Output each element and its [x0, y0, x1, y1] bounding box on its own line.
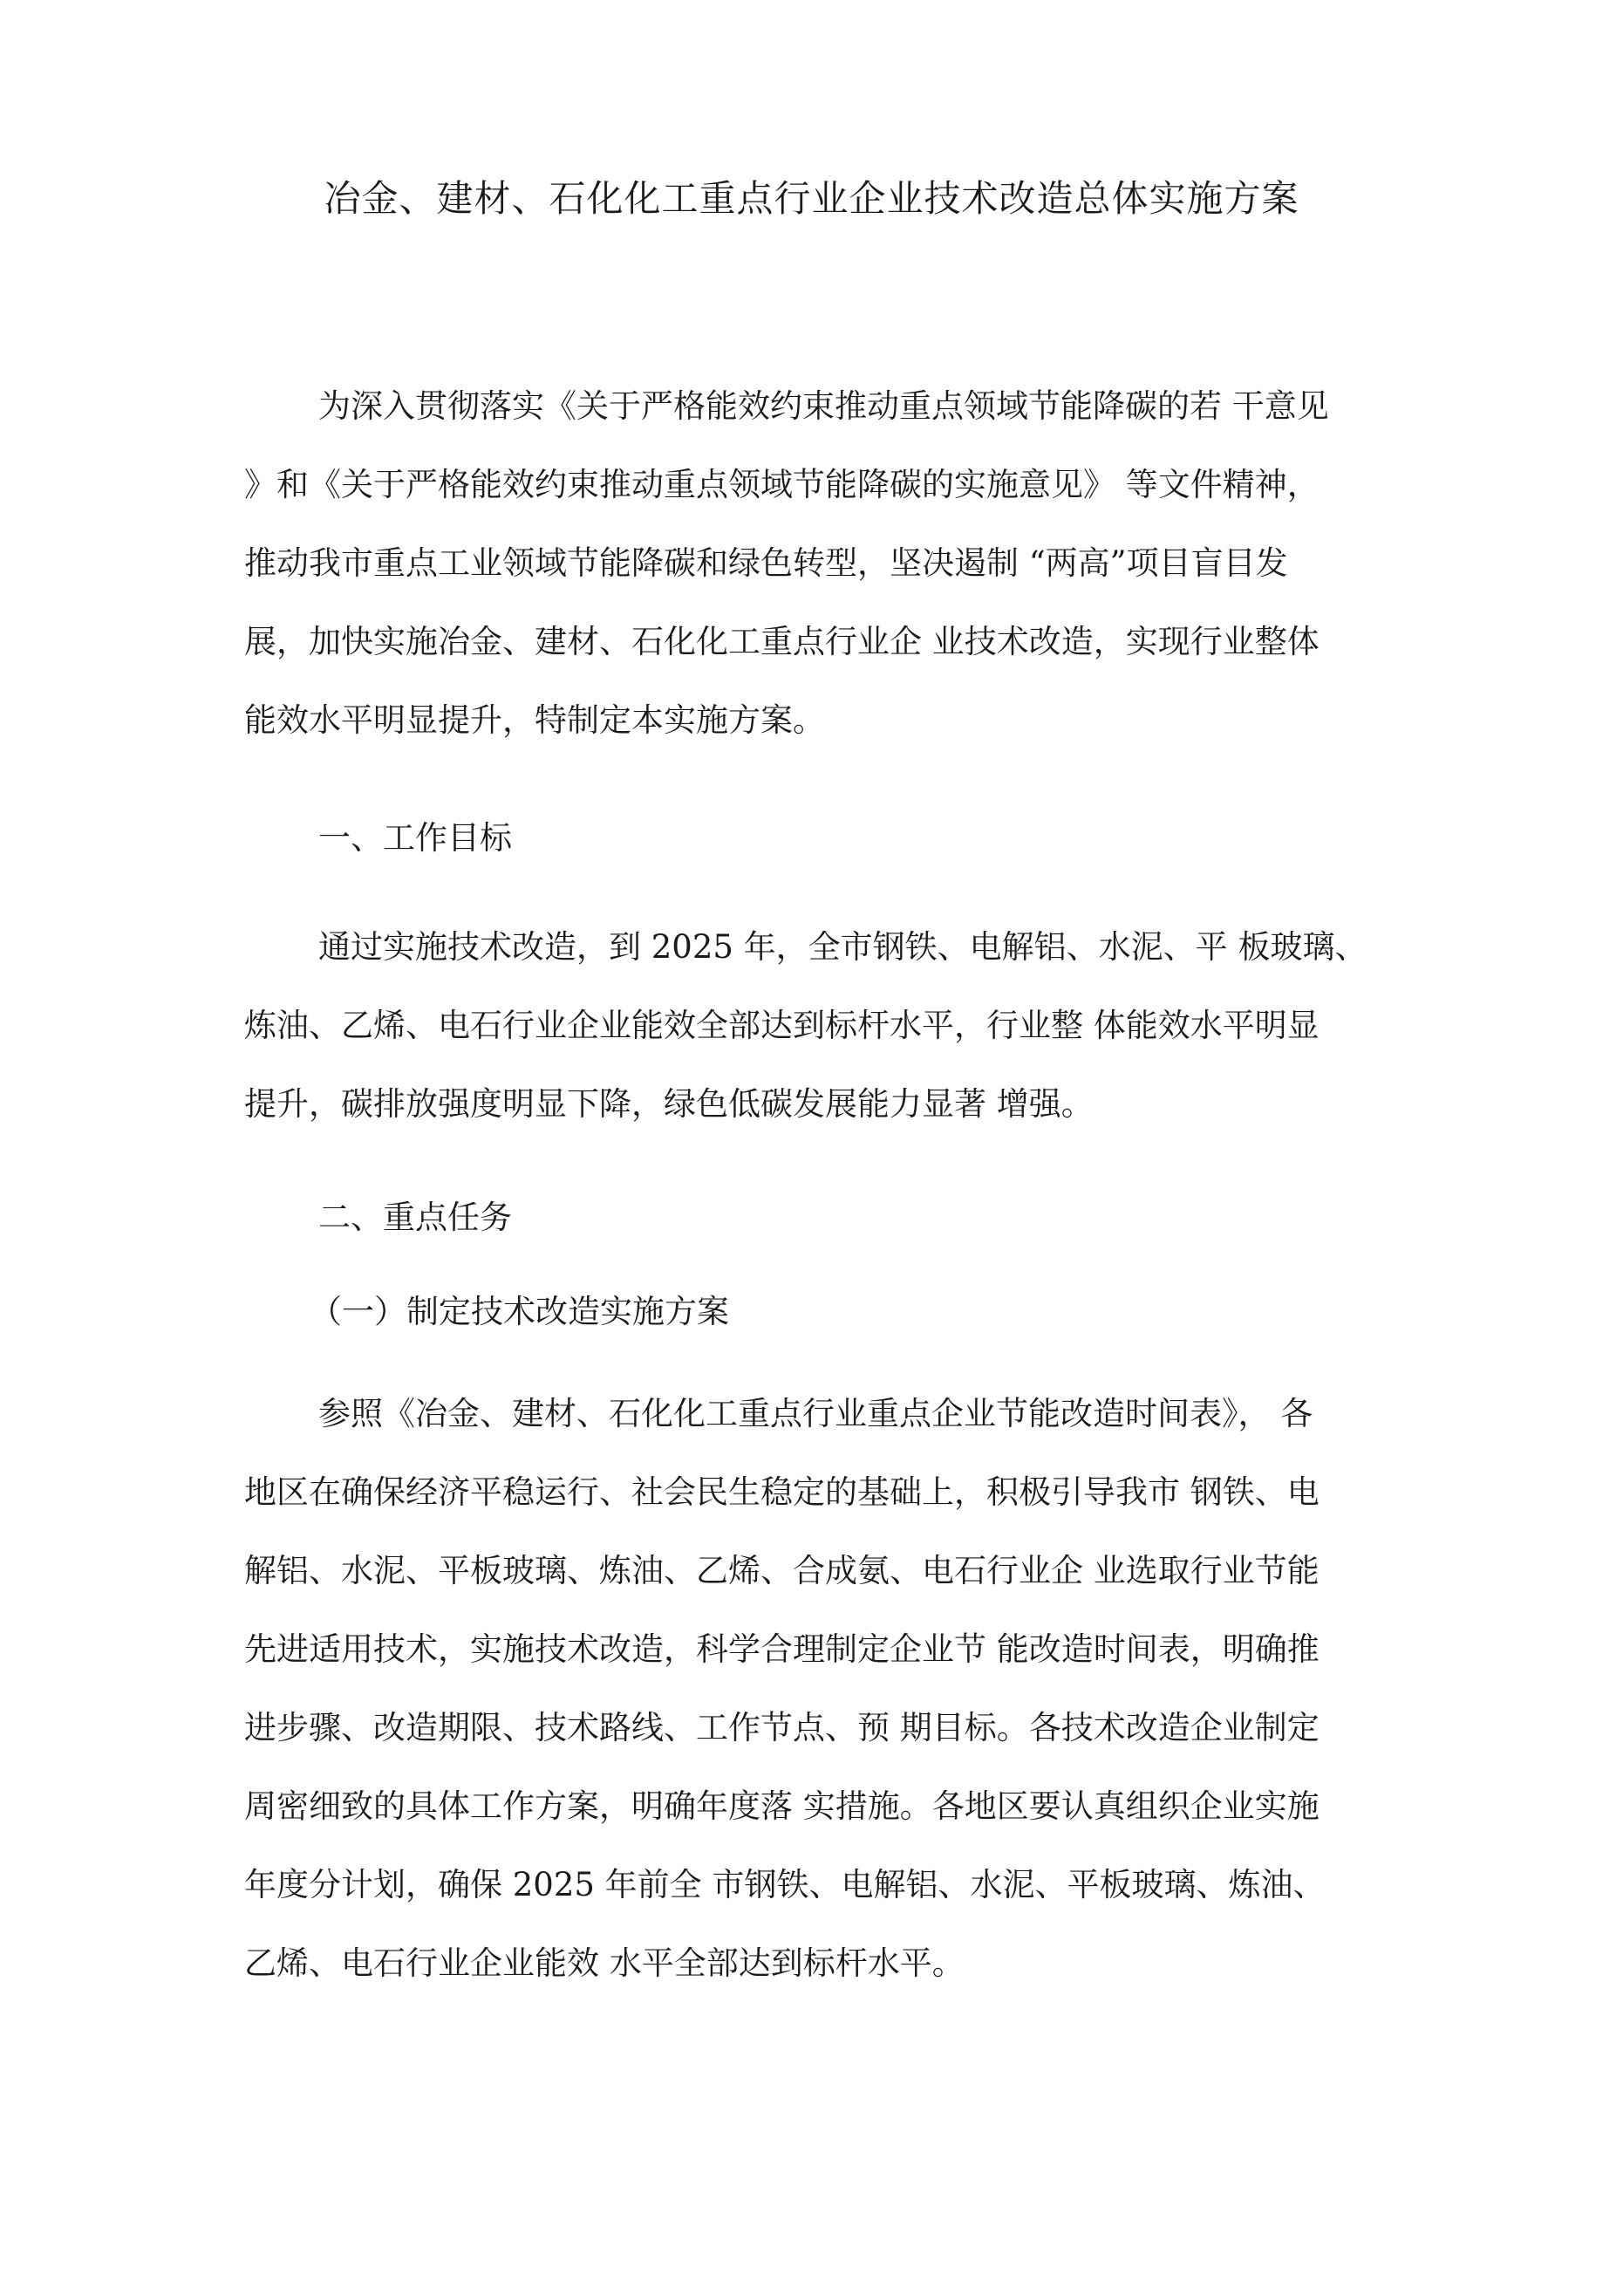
paragraph-3-line-1: 参照《冶金、建材、石化化工重点行业重点企业节能改造时间表》， 各 [318, 1395, 1313, 1432]
paragraph-1-line-1: 为深入贯彻落实《关于严格能效约束推动重点领域节能降碳的若 干意见 [318, 387, 1329, 425]
paragraph-2-line-3: 提升，碳排放强度明显下降，绿色低碳发展能力显著 增强。 [244, 1085, 1094, 1123]
paragraph-1-line-5: 能效水平明显提升，特制定本实施方案。 [244, 701, 825, 739]
paragraph-3-line-2: 地区在确保经济平稳运行、社会民生稳定的基础上，积极引导我市 钢铁、电 [244, 1473, 1320, 1511]
paragraph-1-line-3: 推动我市重点工业领域节能降碳和绿色转型，坚决遏制 “两高”项目盲目发 [244, 544, 1288, 582]
paragraph-2-line-1: 通过实施技术改造，到 2025 年，全市钢铁、电解铝、水泥、平 板玻璃、 [318, 928, 1367, 966]
paragraph-3-line-5: 进步骤、改造期限、技术路线、工作节点、预 期目标。各技术改造企业制定 [244, 1709, 1320, 1746]
paragraph-1-line-2: 》和《关于严格能效约束推动重点领域节能降碳的实施意见》 等文件精神， [244, 466, 1320, 503]
paragraph-3-line-7: 年度分计划，确保 2025 年前全 市钢铁、电解铝、水泥、平板玻璃、炼油、 [244, 1866, 1326, 1903]
section-heading-2: 二、重点任务 [318, 1199, 512, 1236]
paragraph-3-line-6: 周密细致的具体工作方案，明确年度落 实措施。各地区要认真组织企业实施 [244, 1787, 1320, 1825]
paragraph-3-line-3: 解铝、水泥、平板玻璃、炼油、乙烯、合成氨、电石行业企 业选取行业节能 [244, 1552, 1320, 1589]
section-heading-1: 一、工作目标 [318, 819, 512, 857]
paragraph-3-line-4: 先进适用技术，实施技术改造，科学合理制定企业节 能改造时间表，明确推 [244, 1630, 1320, 1668]
paragraph-1-line-4: 展，加快实施冶金、建材、石化化工重点行业企 业技术改造，实现行业整体 [244, 623, 1320, 660]
paragraph-3-line-8: 乙烯、电石行业企业能效 水平全部达到标杆水平。 [244, 1944, 965, 1982]
document-title: 冶金、建材、石化化工重点行业企业技术改造总体实施方案 [324, 177, 1299, 220]
paragraph-2-line-2: 炼油、乙烯、电石行业企业能效全部达到标杆水平，行业整 体能效水平明显 [244, 1007, 1320, 1044]
subsection-heading-1: （一）制定技术改造实施方案 [310, 1293, 729, 1330]
